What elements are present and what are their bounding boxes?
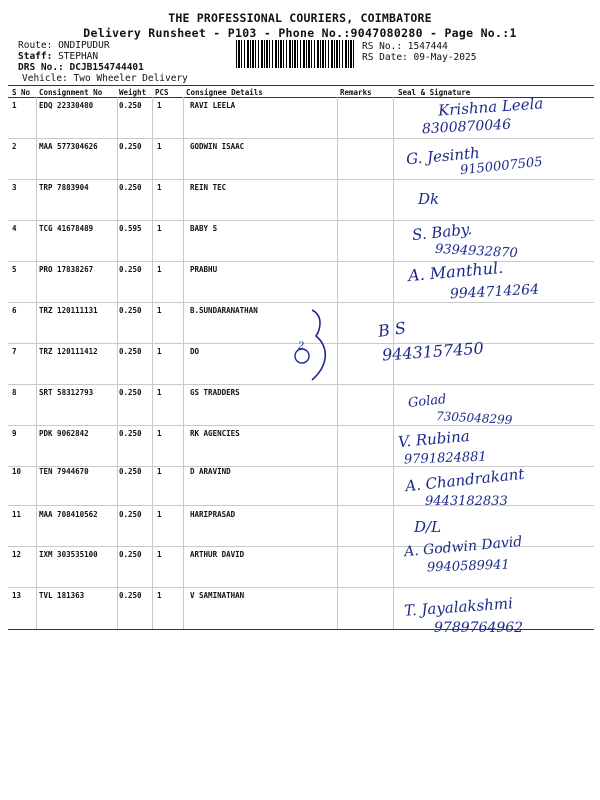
row-pcs: 1 xyxy=(157,306,162,315)
row-sno: 10 xyxy=(12,467,22,476)
handwritten-signature: D/L xyxy=(414,518,442,536)
row-sno: 11 xyxy=(12,510,22,519)
row-weight: 0.250 xyxy=(119,429,142,438)
row-consignee: GODWIN ISAAC xyxy=(190,142,245,151)
route-line xyxy=(18,40,110,51)
handwritten-phone: 9789764962 xyxy=(434,620,524,636)
row-pcs: 1 xyxy=(157,591,162,600)
row-consignment: MAA 708410562 xyxy=(39,510,98,519)
route-label: Route: xyxy=(18,40,53,51)
handwritten-phone: 8300870046 xyxy=(421,116,512,138)
row-pcs: 1 xyxy=(157,183,162,192)
handwritten-phone: 9944714264 xyxy=(449,281,540,303)
row-consignment: SRT 58312793 xyxy=(39,388,94,397)
row-consignee: HARIPRASAD xyxy=(190,510,236,519)
handwritten-signature: A. Godwin David xyxy=(403,533,523,561)
handwritten-phone: 9791824881 xyxy=(403,449,487,468)
col-divider xyxy=(36,97,37,629)
row-weight: 0.250 xyxy=(119,347,142,356)
col-pcs: PCS xyxy=(155,88,169,97)
row-consignee: GS TRADDERS xyxy=(190,388,240,397)
row-divider xyxy=(8,261,594,262)
row-sno: 13 xyxy=(12,591,22,600)
row-weight: 0.250 xyxy=(119,306,142,315)
row-sno: 5 xyxy=(12,265,17,274)
handwritten-phone: 9940589941 xyxy=(426,557,510,576)
row-consignment: TRZ 120111412 xyxy=(39,347,98,356)
row-weight: 0.250 xyxy=(119,183,142,192)
handwritten-signature: A. Manthul. xyxy=(407,257,504,286)
row-weight: 0.250 xyxy=(119,388,142,397)
row-pcs: 1 xyxy=(157,142,162,151)
row-consignee: D ARAVIND xyxy=(190,467,231,476)
col-divider xyxy=(183,97,184,629)
row-consignment: MAA 577304626 xyxy=(39,142,98,151)
row-divider xyxy=(8,179,594,180)
rs-no-label: RS No.: xyxy=(362,41,403,52)
staff-line xyxy=(18,51,98,62)
handwritten-phone: 9443182833 xyxy=(425,494,508,509)
row-sno: 9 xyxy=(12,429,17,438)
row-sno: 2 xyxy=(12,142,17,151)
vehicle-value: Two Wheeler Delivery xyxy=(73,73,188,84)
rs-date-label: RS Date: xyxy=(362,52,408,63)
row-consignee: RK AGENCIES xyxy=(190,429,240,438)
col-consignment: Consignment No xyxy=(39,88,103,97)
barcode xyxy=(236,40,354,68)
row-divider xyxy=(8,220,594,221)
row-weight: 0.250 xyxy=(119,101,142,110)
route-value: ONDIPUDUR xyxy=(58,40,110,51)
row-sno: 8 xyxy=(12,388,17,397)
row-consignee: PRABHU xyxy=(190,265,218,274)
rs-date-line xyxy=(362,52,476,63)
drs-value: DCJB154744401 xyxy=(69,62,144,73)
row-consignment: IXM 303535100 xyxy=(39,550,98,559)
runsheet-subtitle: Delivery Runsheet - P103 - Phone No.:9047080280 - Page No.:1 xyxy=(83,26,517,40)
row-sno: 7 xyxy=(12,347,17,356)
handwritten-signature: V. Rubina xyxy=(397,426,471,452)
circled-number: 2 xyxy=(298,341,305,352)
row-weight: 0.250 xyxy=(119,142,142,151)
handwritten-signature: T. Jayalakshmi xyxy=(403,594,514,620)
rs-no-value: 1547444 xyxy=(407,41,448,52)
row-weight: 0.250 xyxy=(119,591,142,600)
row-consignment: PRO 17838267 xyxy=(39,265,94,274)
handwritten-signature: G. Jesinth xyxy=(405,143,481,169)
company-title: THE PROFESSIONAL COURIERS, COIMBATORE xyxy=(168,11,432,25)
staff-label: Staff: xyxy=(18,51,53,62)
col-divider xyxy=(152,97,153,629)
drs-line xyxy=(18,62,144,73)
row-sno: 6 xyxy=(12,306,17,315)
row-sno: 3 xyxy=(12,183,17,192)
rs-date-value: 09-May-2025 xyxy=(413,52,477,63)
col-seal: Seal & Signature xyxy=(398,88,471,97)
vehicle-label: Vehicle: xyxy=(22,73,68,84)
row-consignment: TCG 41678489 xyxy=(39,224,94,233)
staff-value: STEPHAN xyxy=(58,51,99,62)
row-weight: 0.250 xyxy=(119,550,142,559)
row-pcs: 1 xyxy=(157,388,162,397)
row-consignee: REIN TEC xyxy=(190,183,227,192)
row-divider xyxy=(8,138,594,139)
handwritten-phone: 9150007505 xyxy=(459,154,544,179)
col-divider xyxy=(117,97,118,629)
row-consignment: TRP 7883904 xyxy=(39,183,89,192)
row-weight: 0.595 xyxy=(119,224,142,233)
row-consignment: PDK 9062842 xyxy=(39,429,89,438)
row-consignee: V SAMINATHAN xyxy=(190,591,245,600)
row-sno: 1 xyxy=(12,101,17,110)
row-weight: 0.250 xyxy=(119,265,142,274)
handwritten-signature: Krishna Leela xyxy=(437,94,544,120)
row-pcs: 1 xyxy=(157,224,162,233)
row-sno: 4 xyxy=(12,224,17,233)
row-pcs: 1 xyxy=(157,101,162,110)
handwritten-phone: 9443157450 xyxy=(381,338,485,365)
row-sno: 12 xyxy=(12,550,22,559)
row-consignee: BABY S xyxy=(190,224,218,233)
handwritten-signature: A. Chandrakant xyxy=(404,464,526,496)
rs-no-line xyxy=(362,41,448,52)
col-weight: Weight xyxy=(119,88,147,97)
row-consignee: B.SUNDARANATHAN xyxy=(190,306,258,315)
header-rule-top xyxy=(8,85,594,86)
vehicle-line xyxy=(22,73,188,84)
row-consignee: RAVI LEELA xyxy=(190,101,236,110)
row-pcs: 1 xyxy=(157,467,162,476)
row-pcs: 1 xyxy=(157,510,162,519)
brace-stroke xyxy=(312,310,325,380)
row-consignee: ARTHUR DAVID xyxy=(190,550,245,559)
handwritten-phone: 9394932870 xyxy=(434,241,519,262)
row-consignment: TVL 181363 xyxy=(39,591,85,600)
row-pcs: 1 xyxy=(157,347,162,356)
col-remarks: Remarks xyxy=(340,88,372,97)
row-divider xyxy=(8,302,594,303)
row-pcs: 1 xyxy=(157,550,162,559)
row-pcs: 1 xyxy=(157,429,162,438)
row-weight: 0.250 xyxy=(119,467,142,476)
handwritten-signature: Golad xyxy=(407,392,448,411)
handwritten-phone: 7305048299 xyxy=(435,409,513,427)
row-consignment: EDQ 22330480 xyxy=(39,101,94,110)
handwritten-signature: S. Baby. xyxy=(411,219,473,245)
drs-label: DRS No.: xyxy=(18,62,64,73)
row-consignment: TEN 7944670 xyxy=(39,467,89,476)
row-pcs: 1 xyxy=(157,265,162,274)
handwritten-signature: Dk xyxy=(418,190,440,208)
handwritten-signature: B S xyxy=(376,318,407,341)
row-consignment: TRZ 120111131 xyxy=(39,306,98,315)
row-weight: 0.250 xyxy=(119,510,142,519)
row-consignee: DO xyxy=(190,347,200,356)
col-sno: S No xyxy=(12,88,31,97)
col-consignee: Consignee Details xyxy=(186,88,263,97)
row-divider xyxy=(8,587,594,588)
